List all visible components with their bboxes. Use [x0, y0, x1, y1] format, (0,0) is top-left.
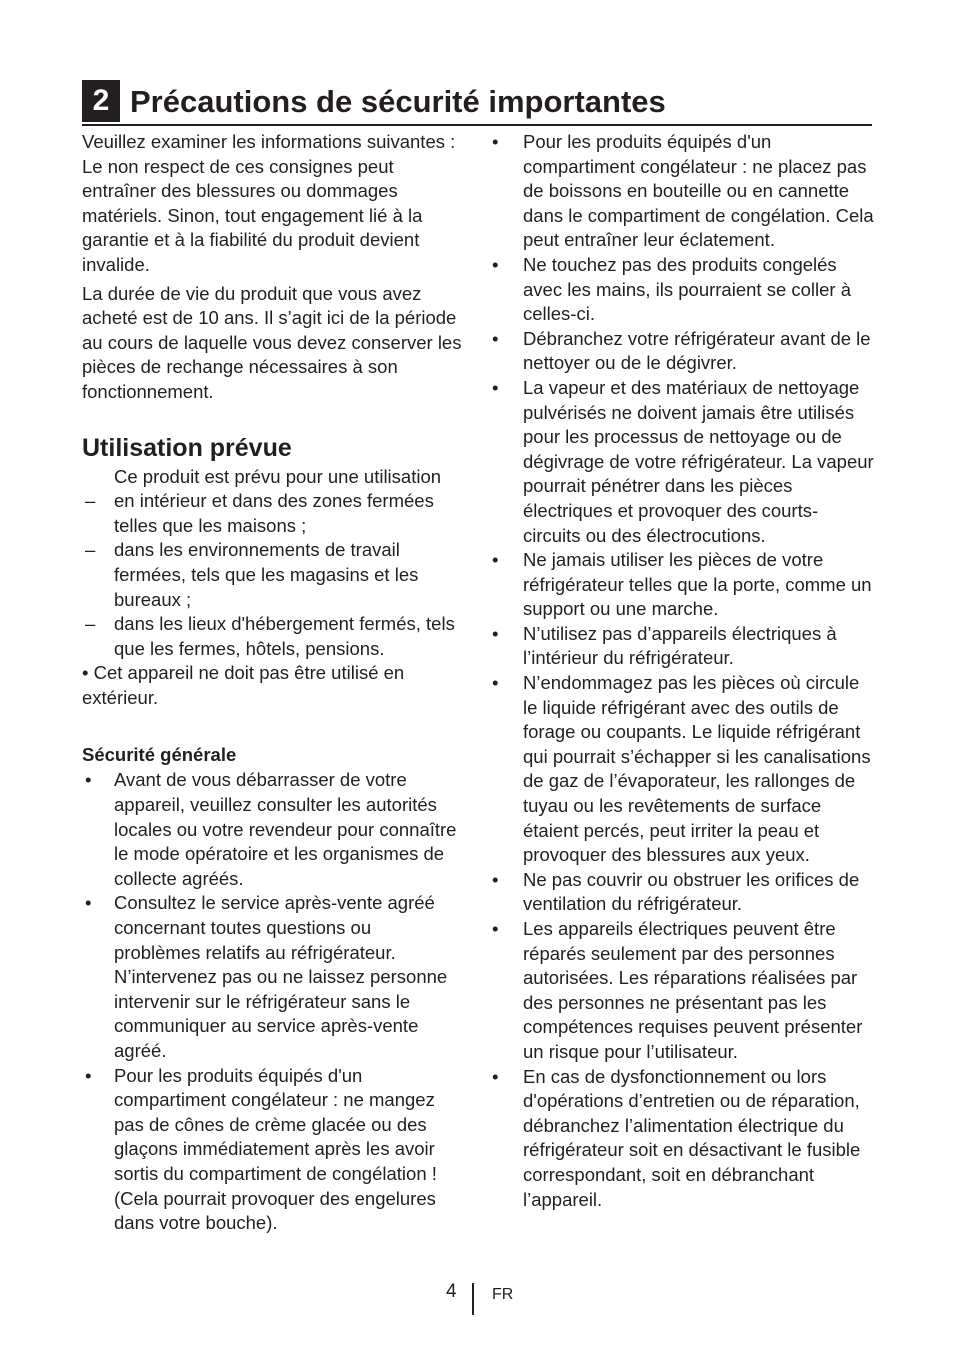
list-item-text: Les appareils électriques peuvent être réparés seulement par des personnes autorisées. Les réparations réalisées par des personnes ne présentant pas les compétences requises peuvent présenter un risque pour l’utilisateur.	[523, 918, 863, 1062]
bullet-marker: •	[85, 1064, 92, 1086]
bullet-marker: •	[492, 868, 499, 890]
language-code: FR	[492, 1286, 514, 1303]
list-item-text: La vapeur et des matériaux de nettoyage pulvérisés ne doivent jamais être utilisés pour les processus de nettoyage ou de dégivrage de votre réfrigérateur. La vapeur pourrait pénétrer dans les pièces électriques et provoquer des courts-circuits ou des électrocutions.	[523, 376, 874, 546]
list-item	[82, 768, 462, 891]
footer-divider	[472, 1283, 474, 1315]
bullet-marker: •	[85, 892, 92, 914]
dash-marker: –	[85, 613, 96, 635]
bullet-marker: •	[492, 622, 499, 644]
list-item	[490, 548, 874, 622]
intended-use-section	[82, 431, 462, 711]
bullet-marker: •	[492, 376, 499, 398]
list-item-text: Avant de vous débarrasser de votre appareil, veuillez consulter les autorités locales ou votre revendeur pour connaître le mode opératoire et les organismes de collecte agréés.	[114, 769, 457, 889]
list-item-text: Ne touchez pas des produits congelés avec les mains, ils pourraient se coller à celles-ci.	[523, 253, 852, 325]
right-column	[490, 130, 874, 1212]
list-item-text: Ne pas couvrir ou obstruer les orifices de ventilation du réfrigérateur.	[523, 868, 860, 915]
bullet-marker: •	[492, 131, 499, 152]
list-item-text: Pour les produits équipés d'un compartiment congélateur : ne placez pas de boissons en bouteille ou en cannette dans le compartiment de congélation. Cela peut entraîner leur éclatement.	[523, 131, 874, 251]
intro-paragraph-2: La durée de vie du produit que vous avez acheté est de 10 ans. Il s’agit ici de la période au cours de laquelle vous devez conserver les pièces de rechange nécessaires à son fonctionnement.	[82, 282, 462, 402]
list-item-text: dans les lieux d'hébergement fermés, tels que les fermes, hôtels, pensions.	[114, 613, 455, 659]
list-item-text: dans les environnements de travail fermées, tels que les magasins et les bureaux ;	[114, 539, 419, 610]
list-item-text: en intérieur et dans des zones fermées telles que les maisons ;	[114, 490, 434, 536]
section-number-badge: 2	[82, 80, 120, 122]
list-item-text: Débranchez votre réfrigérateur avant de le nettoyer ou de le dégivrer.	[523, 327, 871, 374]
bullet-marker: •	[492, 549, 499, 571]
list-item	[490, 376, 874, 548]
intended-use-list	[82, 489, 462, 661]
list-item	[490, 253, 874, 327]
list-item-text: N’endommagez pas les pièces où circule le liquide réfrigérant avec des outils de forage ou coupants. Le liquide réfrigérant qui pourrait s’échapper si les canalisations de gaz de l’évaporateur, les rallonges de tuyau ou les revêtements de surface étaient percés, peut irriter la peau et provoquer des blessures aux yeux.	[523, 672, 871, 866]
list-item-text: En cas de dysfonctionnement ou lors d'opérations d’entretien ou de réparation, débranchez l’alimentation électrique du réfrigérateur soit en désactivant le fusible correspondant, soit en débranchant l’appareil.	[523, 1065, 861, 1210]
list-item-text: N’utilisez pas d’appareils électriques à l’intérieur du réfrigérateur.	[523, 622, 837, 669]
section-title: Précautions de sécurité importantes	[130, 84, 666, 119]
general-safety-list	[82, 768, 462, 1235]
list-item	[82, 489, 462, 538]
outdoor-note: • Cet appareil ne doit pas être utilisé en extérieur.	[82, 662, 405, 708]
list-item	[490, 622, 874, 671]
bullet-marker: •	[492, 1065, 499, 1087]
list-item	[490, 327, 874, 376]
left-column	[82, 130, 462, 1236]
list-item	[490, 130, 874, 253]
list-item	[490, 868, 874, 917]
list-item-text: Ne jamais utiliser les pièces de votre réfrigérateur telles que la porte, comme un support ou une marche.	[523, 549, 872, 620]
bullet-marker: •	[492, 672, 499, 694]
list-item	[82, 891, 462, 1063]
intended-use-lead: Ce produit est prévu pour une utilisation	[114, 465, 442, 487]
dash-marker: –	[85, 539, 96, 561]
intro-paragraph-1: Veuillez examiner les informations suivantes : Le non respect de ces consignes peut entraîner des blessures ou dommages matériels. Sinon, tout engagement lié à la garantie et à la fiabilité du produit devient invalide.	[82, 131, 456, 275]
list-item-text: Consultez le service après-vente agréé concernant toutes questions ou problèmes relatifs au réfrigérateur. N’intervenez pas ou ne laissez personne intervenir sur le réfrigérateur sans le communiquer au service après-vente agréé.	[114, 892, 448, 1061]
general-safety-heading: Sécurité générale	[82, 744, 237, 766]
safety-list-continued	[490, 130, 874, 1212]
page-number: 4	[446, 1281, 457, 1302]
list-item	[82, 612, 462, 661]
list-item	[490, 917, 874, 1065]
bullet-marker: •	[492, 918, 499, 939]
section-header	[82, 80, 872, 126]
bullet-marker: •	[492, 327, 499, 349]
intended-use-heading: Utilisation prévue	[82, 433, 292, 462]
list-item	[490, 671, 874, 868]
bullet-marker: •	[85, 769, 92, 791]
list-item	[490, 1065, 874, 1213]
list-item	[82, 1064, 462, 1236]
dash-marker: –	[85, 490, 96, 512]
list-item	[82, 538, 462, 612]
list-item-text: Pour les produits équipés d'un compartiment congélateur : ne mangez pas de cônes de crème glacée ou des glaçons immédiatement après les avoir sortis du compartiment de congélation ! (Cela pourrait provoquer des engelures dans votre bouche).	[114, 1064, 437, 1234]
bullet-marker: •	[492, 253, 499, 275]
